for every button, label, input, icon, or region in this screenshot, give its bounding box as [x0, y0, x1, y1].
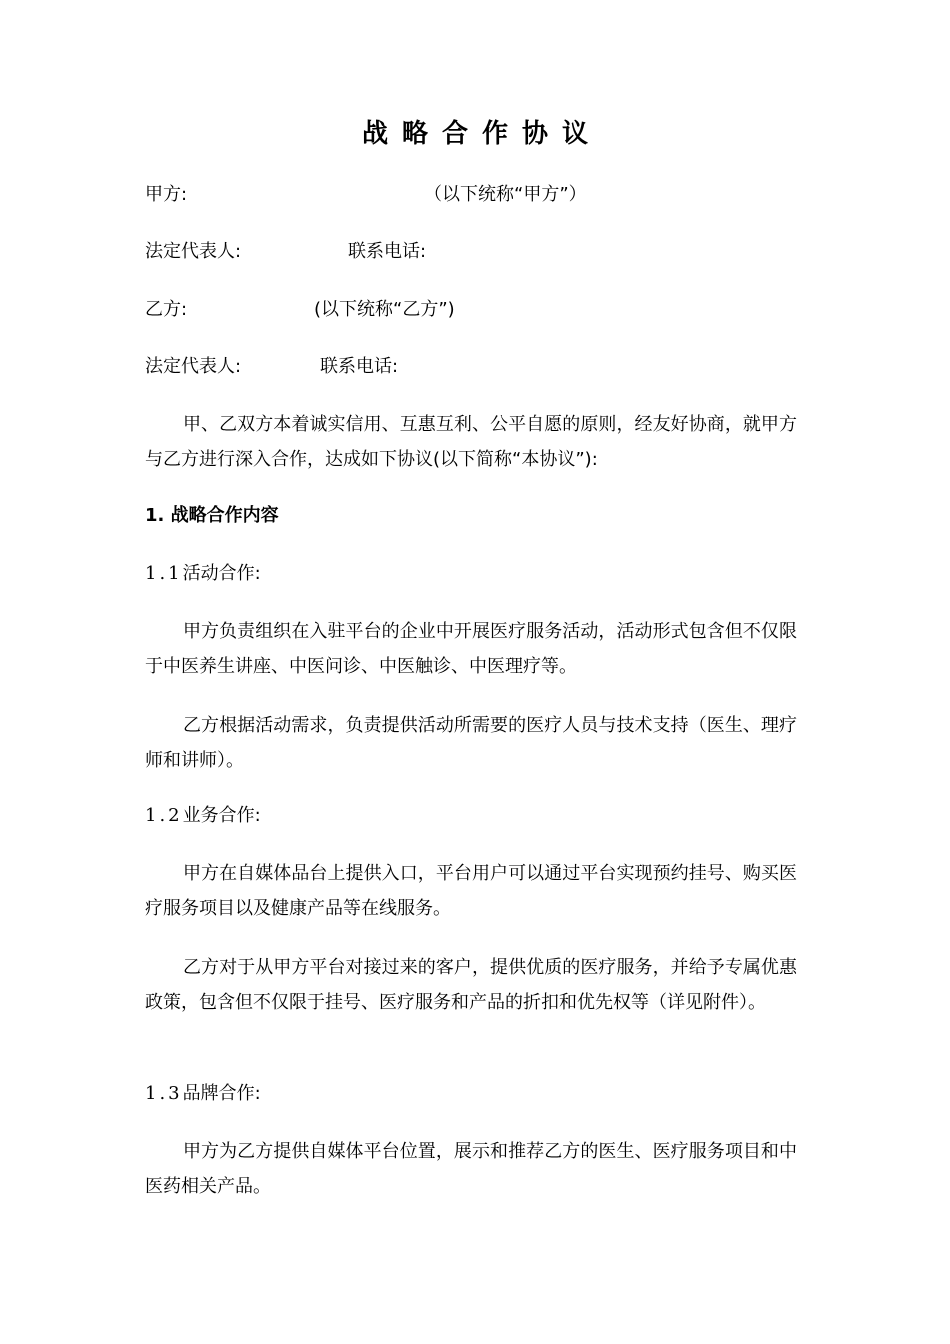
subsection-number: 1.3	[145, 1083, 183, 1104]
party-a-rep-label: 法定代表人:	[145, 241, 242, 262]
paragraph-1-1-a: 甲方负责组织在入驻平台的企业中开展医疗服务活动，活动形式包含但不仅限于中医养生讲座、中医问诊、中医触诊、中医理疗等。	[145, 621, 797, 677]
subsection-1-1-heading	[145, 562, 261, 586]
intro-paragraph: 甲、乙双方本着诚实信用、互惠互利、公平自愿的原则，经友好协商，就甲方与乙方进行深入合作，达成如下协议(以下简称“本协议”):	[145, 414, 797, 470]
subsection-label: 品牌合作:	[182, 1083, 261, 1104]
subsection-number: 1.2	[145, 805, 183, 826]
party-b-alias: (以下统称“乙方”)	[314, 299, 455, 320]
paragraph-1-1-b: 乙方根据活动需求，负责提供活动所需要的医疗人员与技术支持（医生、理疗师和讲师）。	[145, 715, 797, 771]
subsection-1-3-heading	[145, 1082, 261, 1106]
subsection-label: 业务合作:	[182, 805, 261, 826]
subsection-1-2-heading	[145, 804, 261, 828]
document-title: 战略合作协议	[361, 119, 602, 149]
paragraph-1-3-a: 甲方为乙方提供自媒体平台位置，展示和推荐乙方的医生、医疗服务项目和中医药相关产品。	[145, 1141, 797, 1197]
subsection-number: 1.1	[145, 563, 183, 584]
party-b-phone-label: 联系电话:	[320, 356, 399, 377]
party-b-label: 乙方:	[145, 299, 188, 320]
party-b-rep-label: 法定代表人:	[145, 356, 242, 377]
subsection-label: 活动合作:	[182, 563, 261, 584]
party-a-alias: （以下统称“甲方”）	[424, 184, 587, 205]
party-a-phone-label: 联系电话:	[348, 241, 427, 262]
paragraph-1-2-a: 甲方在自媒体品台上提供入口，平台用户可以通过平台实现预约挂号、购买医疗服务项目以及健康产品等在线服务。	[145, 863, 797, 919]
paragraph-1-2-b: 乙方对于从甲方平台对接过来的客户，提供优质的医疗服务，并给予专属优惠政策，包含但不仅限于挂号、医疗服务和产品的折扣和优先权等（详见附件）。	[145, 957, 797, 1013]
party-a-label: 甲方:	[145, 184, 188, 205]
section-1-heading: 1. 战略合作内容	[145, 505, 279, 526]
